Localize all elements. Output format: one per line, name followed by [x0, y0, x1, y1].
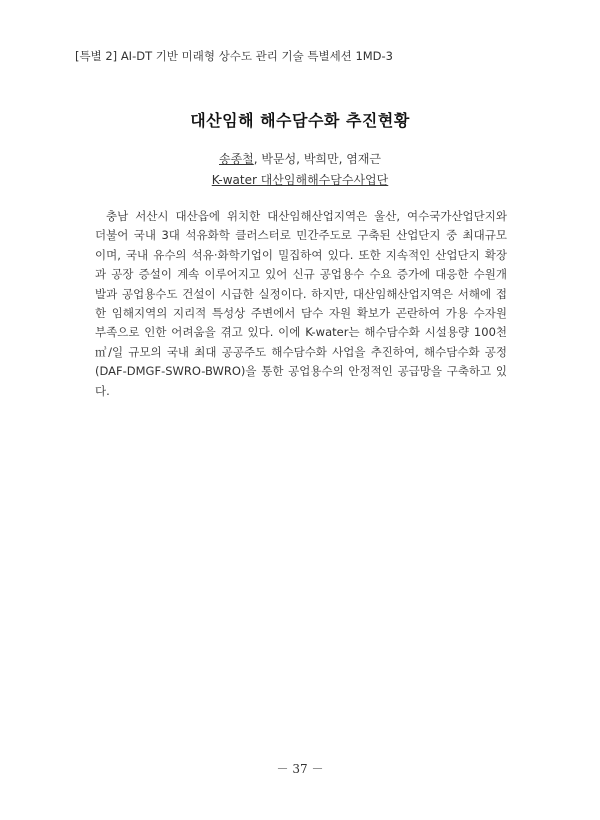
session-header: [특별 2] AI-DT 기반 미래형 상수도 관리 기술 특별세션 1MD-3 — [75, 49, 393, 63]
abstract-body — [95, 207, 507, 401]
abstract-line: 과 공장 증설이 계속 이루어지고 있어 신규 공업용수 수요 증가에 대응한 수원개 — [95, 267, 507, 282]
abstract-line: ㎥/일 규모의 국내 최대 공공주도 해수담수화 사업을 추진하여, 해수담수화 공정 — [95, 344, 507, 359]
abstract-line: 부족으로 인한 어려움을 겪고 있다. 이에 K-water는 해수담수화 시설용량 100천 — [95, 325, 507, 340]
paper-title: 대산임해 해수담수화 추진현황 — [190, 111, 410, 130]
author-list — [0, 150, 600, 167]
abstract-line: 다. — [95, 383, 110, 398]
page-number: － 37 － — [276, 762, 324, 776]
abstract-line: 더불어 국내 3대 석유화학 클러스터로 민간주도로 구축된 산업단지 중 최대규모 — [95, 228, 507, 243]
co-authors: , 박문성, 박희만, 염재근 — [253, 152, 381, 166]
abstract-line: 이며, 국내 유수의 석유·화학기업이 밀집하여 있다. 또한 지속적인 산업단지 확장 — [95, 247, 507, 262]
abstract-line: 한 임해지역의 지리적 특성상 주변에서 담수 자원 확보가 곤란하여 가용 수자원 — [95, 306, 507, 321]
presenting-author: 송종철 — [219, 152, 254, 166]
abstract-line: (DAF-DMGF-SWRO-BWRO)을 통한 공업용수의 안정적인 공급망을 구축하고 있 — [95, 364, 507, 379]
affiliation — [0, 171, 600, 188]
abstract-line: 충남 서산시 대산읍에 위치한 대산임해산업지역은 울산, 여수국가산업단지와 — [106, 209, 507, 223]
abstract-line: 발과 공업용수도 건설이 시급한 실정이다. 하지만, 대산임해산업지역은 서해에 접 — [95, 286, 507, 301]
affiliation-text: K-water 대산임해해수담수사업단 — [211, 173, 389, 187]
